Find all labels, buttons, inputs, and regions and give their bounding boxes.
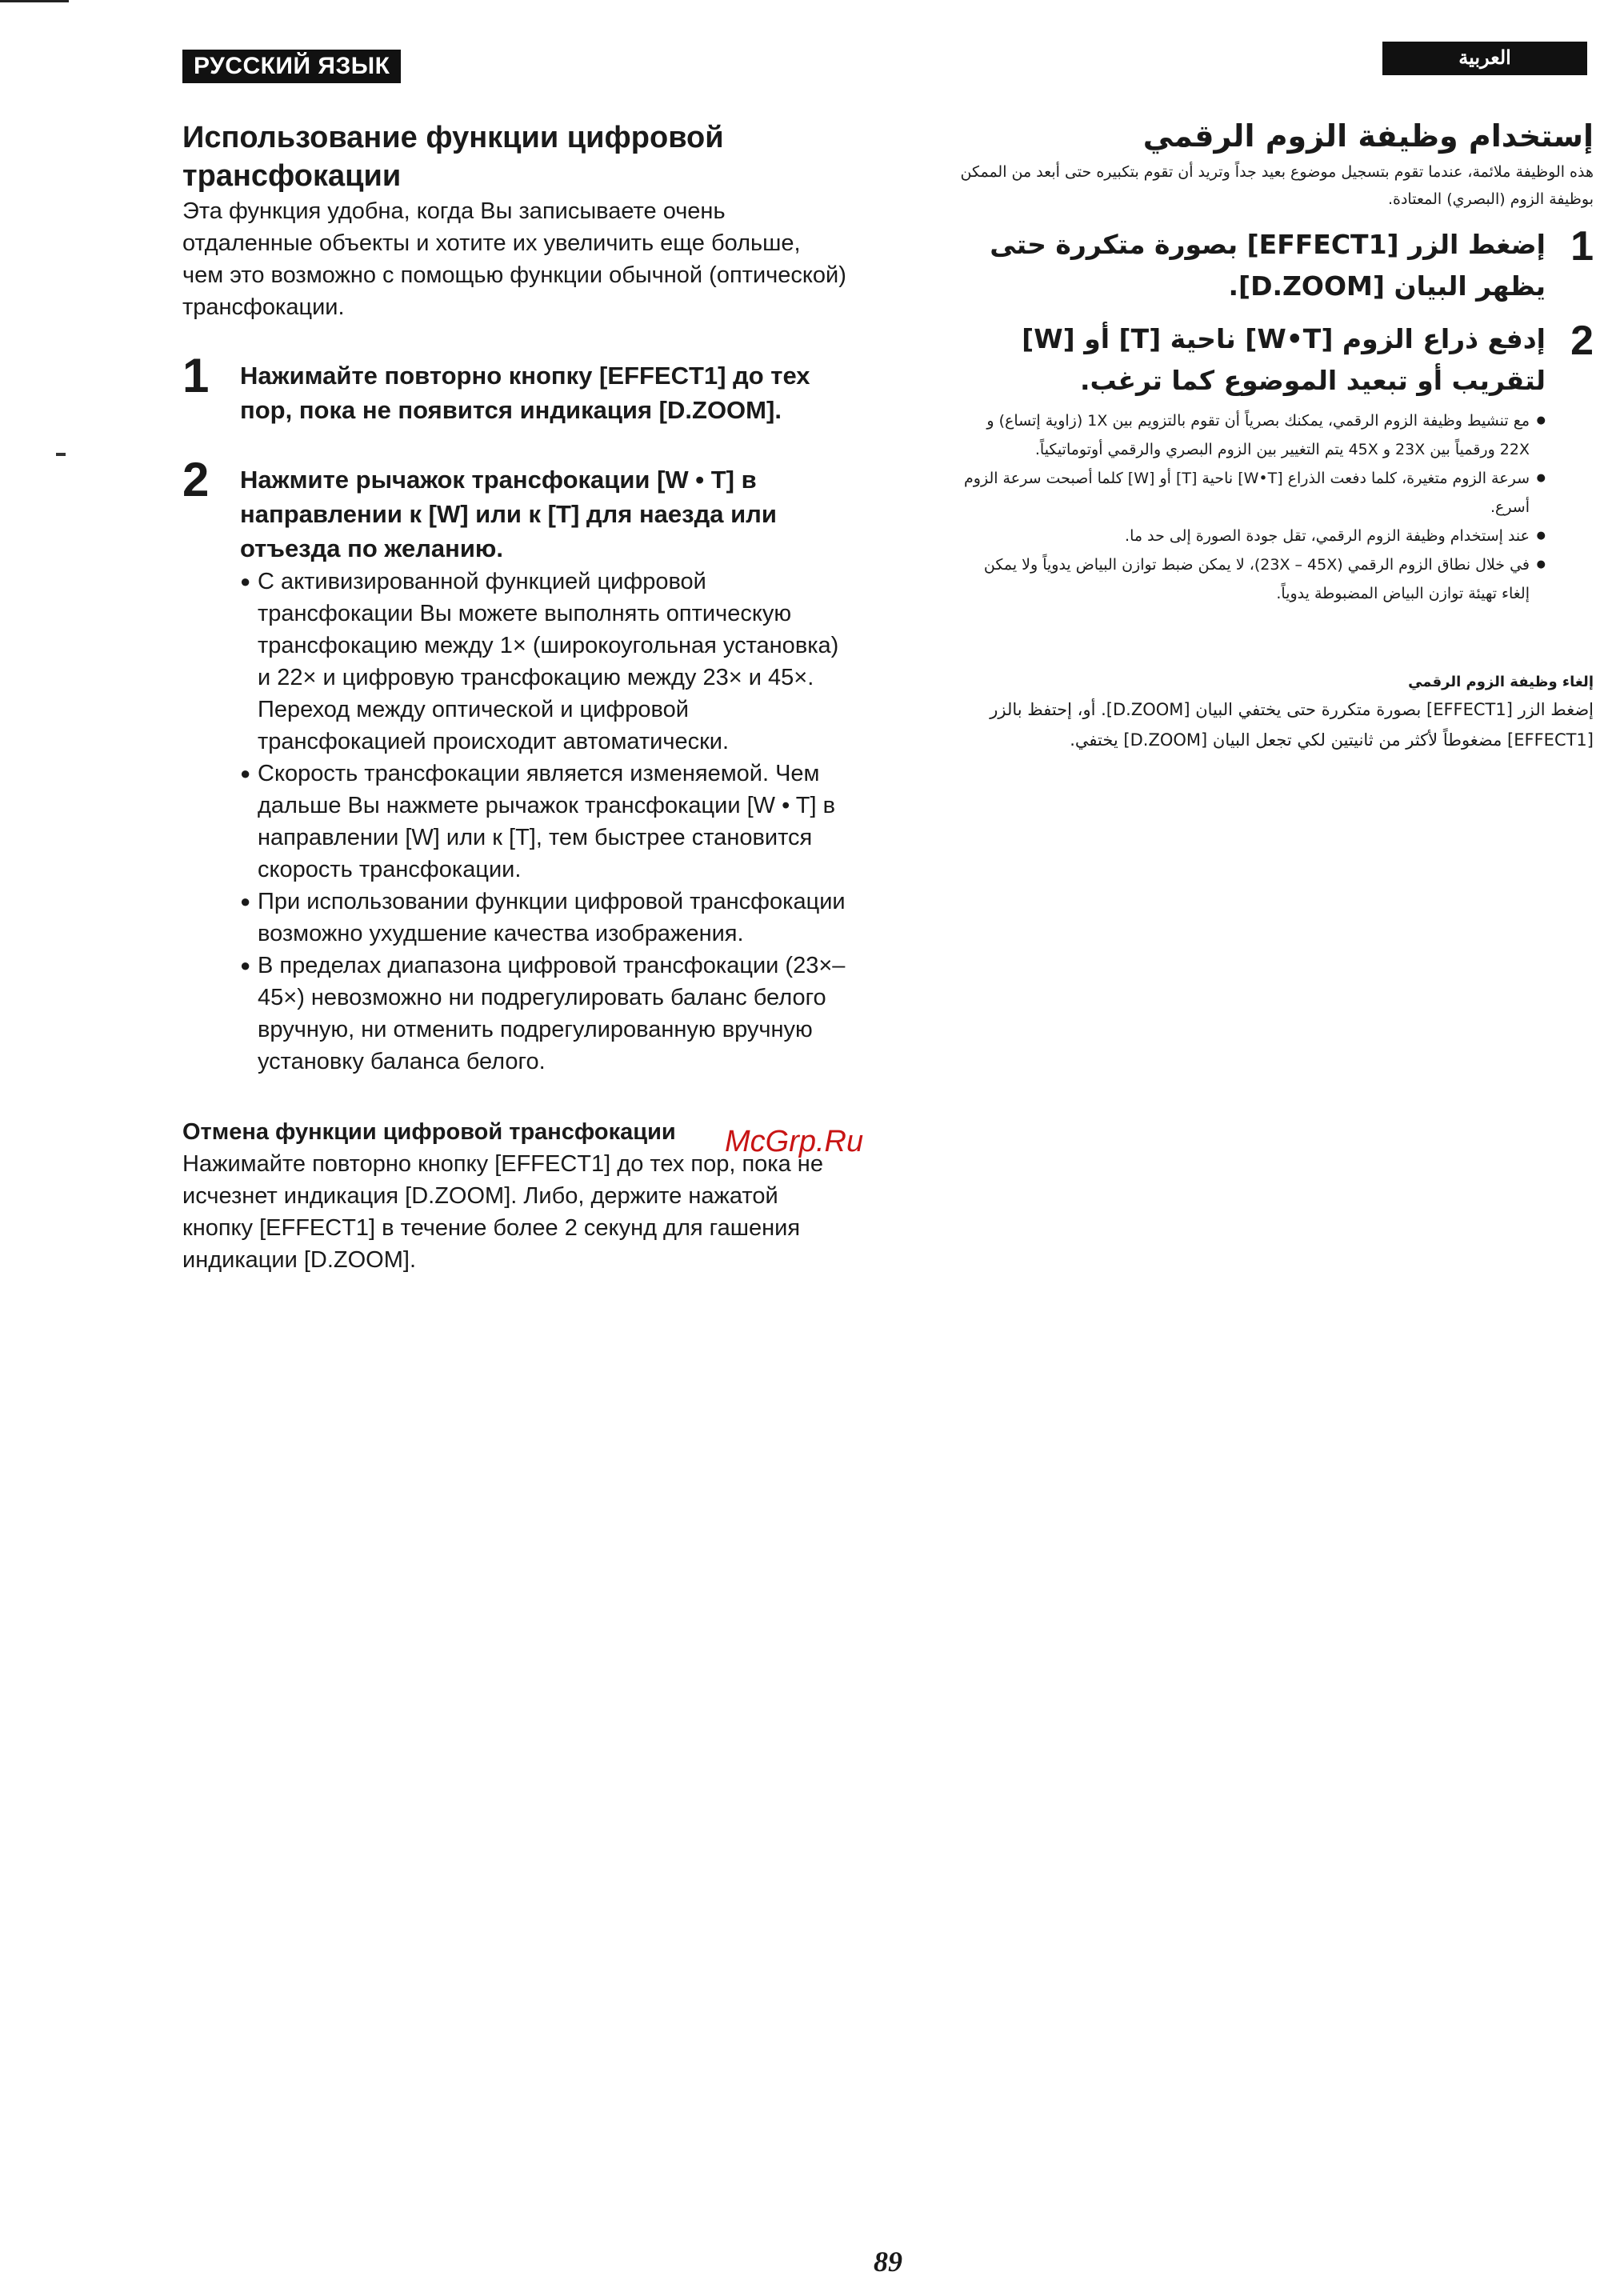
arabic-bullet-list xyxy=(954,406,1546,608)
list-item: ● في خلال نطاق الزوم الرقمي (23X – 45X)، لا يمكن ضبط توازن البياض يدوياً ولا يمكن إلغاء تهيئة توازن البياض المضبوطة يدوياً. xyxy=(954,550,1546,608)
list-item: ● مع تنشيط وظيفة الزوم الرقمي، يمكنك بصرياً أن تقوم بالتزويم بين 1X (زاوية إتساع) و 22X ورقمياً بين 23X و 45X يتم التغيير بين الزوم البصري والرقمي أوتوماتيكياً. xyxy=(954,406,1546,464)
list-item: ● عند إستخدام وظيفة الزوم الرقمي، تقل جودة الصورة إلى حد ما. xyxy=(954,522,1546,550)
list-item: ● В пределах диапазона цифровой трансфокации (23×–45×) невозможно ни подрегулировать баланс белого вручную, ни отменить подрегулированную вручную установку баланса белого. xyxy=(240,950,846,1078)
step-number: 2 xyxy=(182,453,210,506)
list-item: ● При использовании функции цифровой трансфокации возможно ухудшение качества изображения. xyxy=(240,886,846,950)
margin-mark xyxy=(56,453,66,456)
arabic-language-tab: العربية xyxy=(1382,42,1587,75)
step-text: Нажмите рычажок трансфокации [W • T] в направлении к [W] или к [T] для наезда или отъезда по желанию. xyxy=(240,466,777,562)
arabic-step-1 xyxy=(954,224,1594,307)
arabic-title: إستخدام وظيفة الزوم الرقمي xyxy=(1142,118,1594,154)
page-number: 89 xyxy=(874,2246,902,2278)
step-number: 2 xyxy=(1570,318,1594,364)
watermark: McGrp.Ru xyxy=(725,1125,864,1158)
list-item: ● سرعة الزوم متغيرة، كلما دفعت الذراع [W•T] ناحية [T] أو [W] كلما أصبحت سرعة الزوم أسرع. xyxy=(954,464,1546,522)
russian-intro: Эта функция удобна, когда Вы записываете очень отдаленные объекты и хотите их увеличить еще больше, чем это возможно с помощью функции обычной (оптической) трансфокации. xyxy=(182,198,846,320)
russian-cancel-title: Отмена функции цифровой трансфокации xyxy=(182,1119,676,1145)
step-number: 1 xyxy=(1570,223,1594,270)
list-item: ● С активизированной функцией цифровой трансфокации Вы можете выполнять оптическую трансфокацию между 1× (широкоугольная установка) и 22× и цифровую трансфокацию между 23× и 45×. Переход между оптической и цифровой трансфокацией происходит автоматически. xyxy=(240,566,846,758)
step-number: 1 xyxy=(182,349,210,402)
list-item: ● Скорость трансфокации является изменяемой. Чем дальше Вы нажмете рычажок трансфокации [W • T] в направлении [W] или к [T], тем быстрее становится скорость трансфокации. xyxy=(240,758,846,886)
russian-title: Использование функции цифровой трансфокации xyxy=(182,121,724,193)
arabic-cancel-title: إلغاء وظيفة الزوم الرقمي xyxy=(1408,674,1594,690)
russian-step-2 xyxy=(182,453,846,1078)
russian-step-1 xyxy=(182,349,846,427)
corner-rule xyxy=(0,0,69,2)
step-text: Нажимайте повторно кнопку [EFFECT1] до тех пор, пока не появится индикация [D.ZOOM]. xyxy=(240,362,810,424)
step-text: إدفع ذراع الزوم [W•T] ناحية [T] أو [W] لتقريب أو تبعيد الموضوع كما ترغب. xyxy=(1022,323,1546,396)
russian-cancel-text: Нажимайте повторно кнопку [EFFECT1] до тех пор, пока не исчезнет индикация [D.ZOOM]. Либо, держите нажатой кнопку [EFFECT1] в течение более 2 секунд для гашения индикации [D.ZOOM]. xyxy=(182,1151,823,1273)
russian-column xyxy=(182,118,846,1276)
arabic-column xyxy=(954,114,1594,755)
russian-language-tab: РУССКИЙ ЯЗЫК xyxy=(182,50,401,83)
step-text: إضغط الزر [EFFECT1] بصورة متكررة حتى يظهر البيان [D.ZOOM]. xyxy=(990,229,1546,302)
arabic-intro: هذه الوظيفة ملائمة، عندما تقوم بتسجيل موضوع بعيد جداً وتريد أن تقوم بتكبيره حتى أبعد من الممكن بوظيفة الزوم (البصري) المعتادة. xyxy=(960,163,1594,208)
arabic-cancel-text: إضغط الزر [EFFECT1] بصورة متكررة حتى يختفي البيان [D.ZOOM]. أو، إحتفظ بالزر [EFFECT1] مضغوطاً لأكثر من ثانيتين لكي تجعل البيان [D.ZOOM] يختفي. xyxy=(990,700,1594,750)
arabic-step-2 xyxy=(954,318,1594,402)
russian-bullet-list xyxy=(240,566,846,1078)
